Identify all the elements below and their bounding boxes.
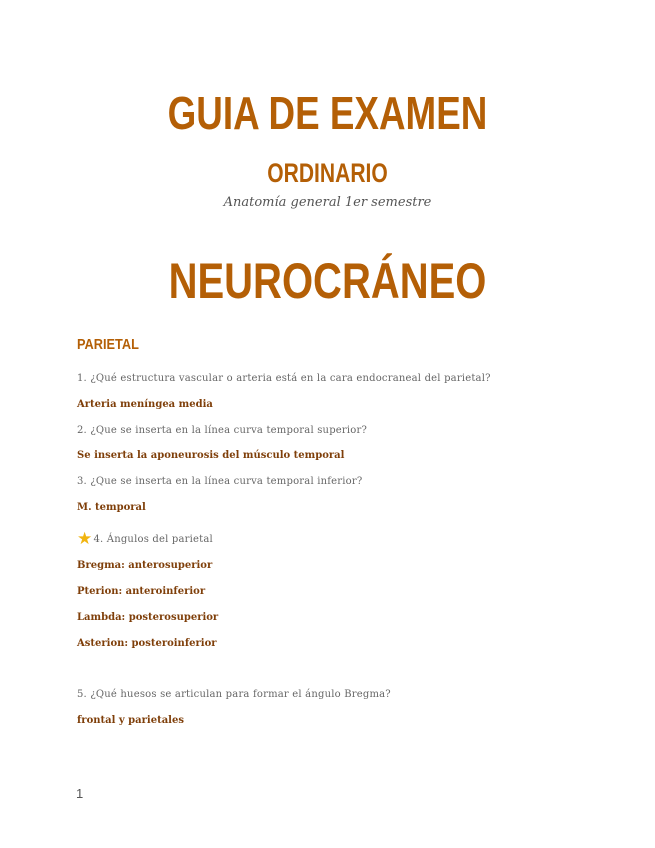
- answer-5: frontal y parietales: [77, 715, 184, 726]
- section-title: NEUROCRÁNEO: [168, 253, 487, 309]
- document-title: GUIA DE EXAMEN: [167, 87, 488, 139]
- question-4: 4. Ángulos del parietal: [93, 534, 213, 545]
- answer-2: Se inserta la aponeurosis del músculo temporal: [77, 450, 345, 461]
- question-2: 2. ¿Que se inserta en la línea curva temporal superior?: [77, 425, 368, 436]
- answer-3: M. temporal: [77, 502, 146, 513]
- star-icon: ★: [77, 529, 93, 549]
- document-subtitle: ORDINARIO: [267, 158, 388, 188]
- subsection-heading: PARIETAL: [77, 336, 139, 353]
- question-3: 3. ¿Que se inserta en la línea curva temporal inferior?: [77, 476, 363, 487]
- answer-4-lambda: Lambda: posterosuperior: [77, 612, 219, 623]
- answer-1: Arteria meníngea media: [77, 399, 213, 410]
- page-number: 1: [76, 786, 84, 801]
- question-5: 5. ¿Qué huesos se articulan para formar el ángulo Bregma?: [77, 689, 391, 700]
- question-4-row: [77, 529, 213, 549]
- answer-4-asterion: Asterion: posteroinferior: [77, 638, 217, 649]
- question-1: 1. ¿Qué estructura vascular o arteria está en la cara endocraneal del parietal?: [77, 373, 491, 384]
- course-name: Anatomía general 1er semestre: [223, 195, 432, 210]
- answer-4-pterion: Pterion: anteroinferior: [77, 586, 206, 597]
- answer-4-bregma: Bregma: anterosuperior: [77, 560, 213, 571]
